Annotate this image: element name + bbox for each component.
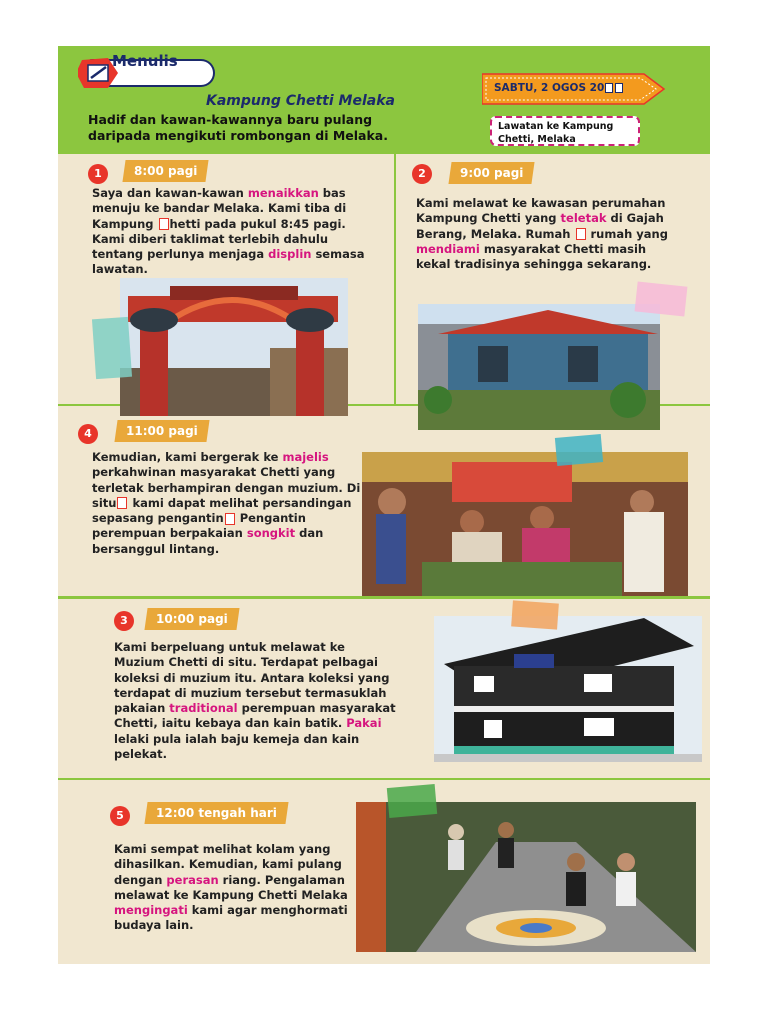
text-run: Saya dan kawan-kawan (92, 186, 248, 200)
time-text: 12:00 tengah hari (156, 806, 277, 820)
text-run: hetti pada pukul 8:45 pagi. Kami diberi taklimat terlebih dahulu tentang perlunya menjaga (92, 216, 346, 262)
photo-house (418, 304, 660, 430)
text-run: rumah yang (586, 226, 668, 241)
text-run: kami agar menghormati budaya lain. (114, 903, 348, 933)
tape-decoration (511, 600, 559, 629)
tape-decoration (387, 784, 437, 818)
time-text: 9:00 pagi (460, 166, 524, 180)
blank-box (117, 497, 127, 509)
photo-wedding (362, 452, 688, 596)
tape-decoration (635, 281, 688, 316)
time-tag (122, 160, 209, 182)
highlight-word: mengingati (114, 903, 188, 918)
section-2-text (416, 196, 682, 272)
time-text: 10:00 pagi (156, 612, 228, 626)
section-5-text (114, 842, 350, 934)
section-3-text (114, 640, 396, 762)
badge-label: Menulis (112, 52, 178, 70)
time-tag (144, 608, 239, 630)
tape-decoration (555, 434, 603, 466)
highlight-word: Pakai (346, 716, 382, 731)
section-number: 4 (78, 424, 98, 444)
text-run: Pengantin perempuan berpakaian (92, 511, 306, 541)
text-run: Kemudian, kami bergerak ke (92, 450, 283, 464)
highlight-word: majelis (282, 450, 329, 464)
text-run: Kami sempat melihat kolam yang dihasilkan. Kemudian, kami pulang dengan (114, 842, 342, 887)
text-run: riang. Pengalaman melawat ke Kampung Chetti Melaka (114, 872, 348, 902)
date-text: SABTU, 2 OGOS 20 (494, 82, 605, 94)
time-tag (114, 420, 209, 442)
section-number: 2 (412, 164, 432, 184)
highlight-word: mendiami (416, 241, 480, 256)
time-text: 8:00 pagi (134, 164, 198, 178)
highlight-word: teletak (560, 211, 607, 226)
blank-box (576, 228, 586, 240)
workbook-page (58, 46, 710, 964)
text-run: di Gajah Berang, Melaka. Rumah (416, 211, 664, 241)
photo-gate (120, 278, 348, 416)
section-number: 1 (88, 164, 108, 184)
time-text: 11:00 pagi (126, 424, 198, 438)
text-run: bas menuju ke bandar Melaka. Kami tiba di Kampung (92, 186, 347, 231)
text-run: perempuan masyarakat Chetti, iaitu kebaya dan kain batik. (114, 701, 396, 731)
blank-box (605, 83, 613, 93)
divider (394, 154, 396, 404)
section-1-text (92, 186, 382, 278)
photo-kolam (356, 802, 696, 952)
blank-box (615, 83, 623, 93)
highlight-word: perasan (166, 872, 219, 887)
time-tag (144, 802, 288, 824)
location-note: Lawatan ke Kampung Chetti, Melaka (490, 116, 640, 146)
divider (58, 596, 710, 599)
tape-decoration (92, 317, 132, 379)
text-run: lelaki pula ialah baju kemeja dan kain pelekat. (114, 731, 360, 762)
highlight-word: displin (268, 247, 312, 262)
section-number: 5 (110, 806, 130, 826)
text-run: dan bersanggul lintang. (92, 526, 324, 556)
blank-box (225, 513, 235, 525)
divider (58, 778, 710, 780)
text-run: masyarakat Chetti masih kekal tradisinya sehingga sekarang. (416, 241, 652, 272)
time-tag (448, 162, 535, 184)
section-number: 3 (114, 611, 134, 631)
photo-museum (434, 616, 702, 762)
text-run: semasa lawatan. (92, 247, 365, 277)
page-title: Kampung Chetti Melaka (206, 93, 395, 109)
section-4-text (92, 450, 374, 557)
text-run: kami dapat melihat persandingan sepasang pengantin (92, 495, 352, 526)
date-label (494, 82, 624, 94)
text-run: Kami berpeluang untuk melawat ke Muzium Chetti di situ. Terdapat pelbagai koleksi di muzium itu. Antara koleksi yang terdapat di muzium tersebut termasuklah pakaian (114, 640, 390, 716)
intro-text: Hadif dan kawan-kawannya baru pulang daripada mengikuti rombongan di Melaka. (88, 112, 388, 143)
header-banner (58, 46, 710, 154)
highlight-word: songkit (246, 526, 296, 541)
highlight-word: traditional (169, 701, 238, 716)
text-run: Kami melawat ke kawasan perumahan Kampung Chetti yang (416, 196, 666, 226)
highlight-word: menaikkan (247, 186, 319, 200)
text-run: perkahwinan masyarakat Chetti yang terletak berhampiran dengan muzium. Di situ (92, 465, 361, 510)
blank-box (159, 218, 169, 230)
